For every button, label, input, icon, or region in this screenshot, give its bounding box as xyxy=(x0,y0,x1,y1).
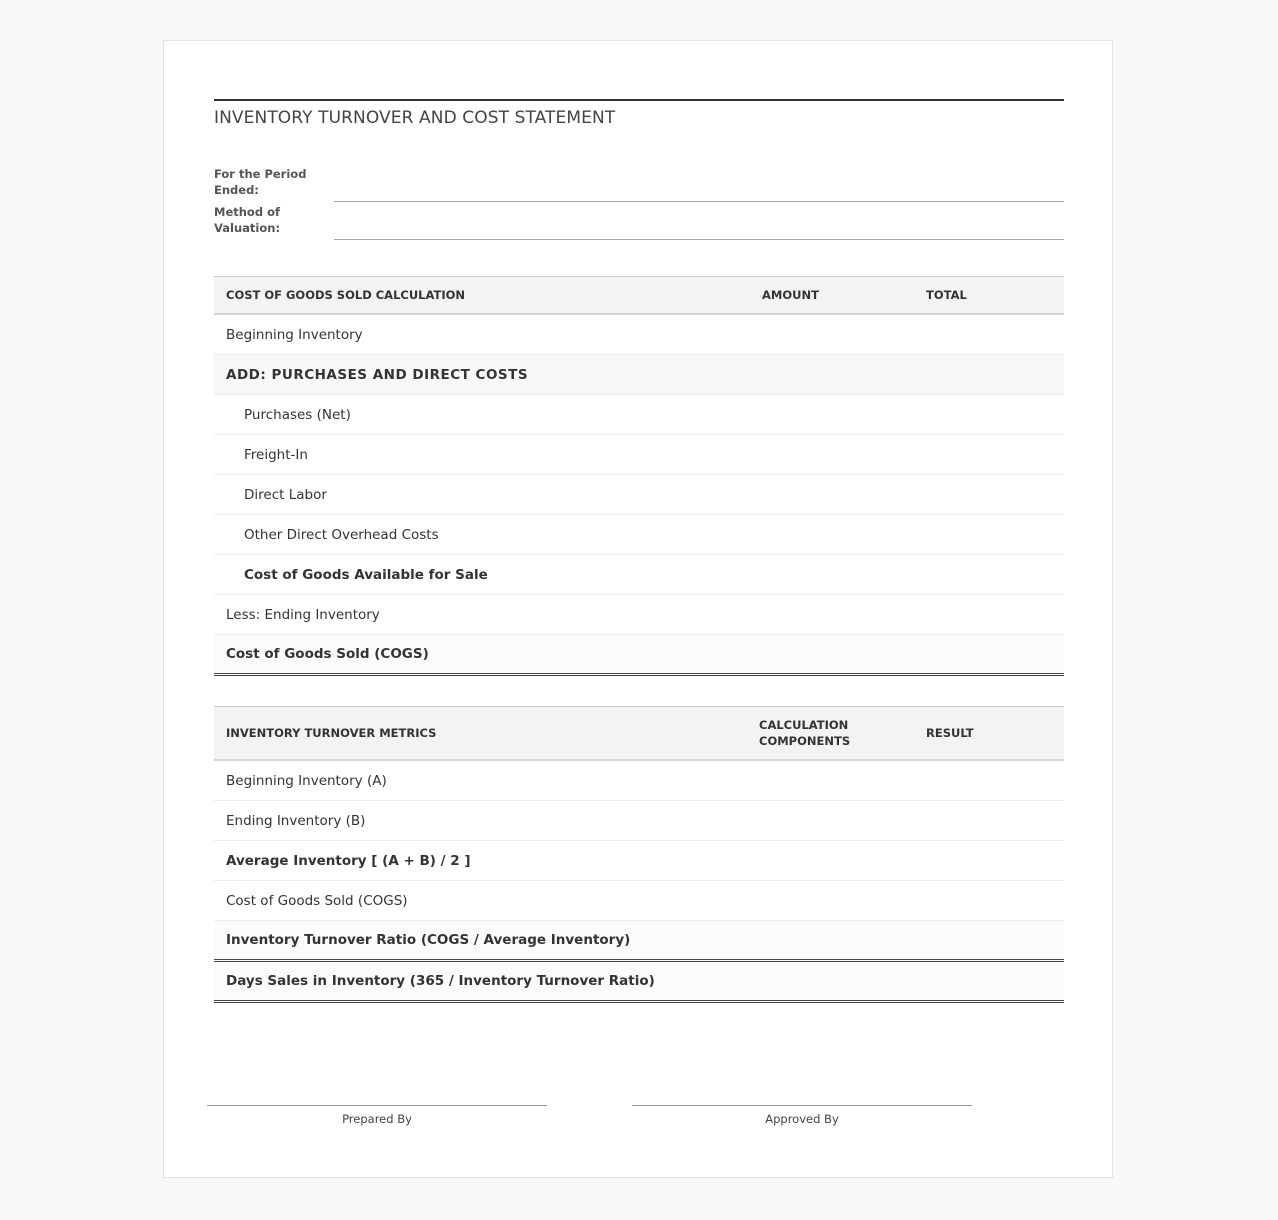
total-cell[interactable] xyxy=(914,475,1064,515)
total-cell[interactable] xyxy=(914,635,1064,675)
amount-cell[interactable] xyxy=(750,435,914,475)
row-label: Freight-In xyxy=(214,435,750,475)
total-cell[interactable] xyxy=(914,515,1064,555)
total-cell xyxy=(914,355,1064,395)
table-row xyxy=(214,881,1064,921)
table-row xyxy=(214,435,1064,475)
result-cell[interactable] xyxy=(914,841,1064,881)
document-page xyxy=(163,40,1113,1178)
period-field[interactable] xyxy=(334,200,1064,202)
cogs-table xyxy=(214,276,1064,676)
row-label: Ending Inventory (B) xyxy=(214,801,750,841)
total-row xyxy=(214,921,1064,961)
amount-cell[interactable] xyxy=(750,395,914,435)
period-row xyxy=(214,166,1064,198)
components-cell[interactable] xyxy=(750,921,914,961)
amount-cell[interactable] xyxy=(750,555,914,595)
amount-cell[interactable] xyxy=(750,314,914,355)
row-label: Days Sales in Inventory (365 / Inventory Turnover Ratio) xyxy=(214,961,750,1002)
valuation-label: Method of Valuation: xyxy=(214,205,281,235)
components-cell[interactable] xyxy=(750,841,914,881)
total-cell[interactable] xyxy=(914,595,1064,635)
amount-cell[interactable] xyxy=(750,515,914,555)
components-cell[interactable] xyxy=(750,961,914,1002)
total-cell[interactable] xyxy=(914,435,1064,475)
row-label: Cost of Goods Sold (COGS) xyxy=(214,635,750,675)
turnover-header-result: RESULT xyxy=(914,707,1064,761)
result-cell[interactable] xyxy=(914,921,1064,961)
prepared-by-line[interactable] xyxy=(207,1105,547,1106)
period-label: For the Period Ended: xyxy=(214,167,307,197)
total-row xyxy=(214,635,1064,675)
cogs-header-total: TOTAL xyxy=(914,277,1064,315)
total-cell[interactable] xyxy=(914,395,1064,435)
amount-cell[interactable] xyxy=(750,475,914,515)
turnover-header-metrics: INVENTORY TURNOVER METRICS xyxy=(214,707,750,761)
row-label: Beginning Inventory (A) xyxy=(214,760,750,801)
row-label: Inventory Turnover Ratio (COGS / Average Inventory) xyxy=(214,921,750,961)
cogs-header-row xyxy=(214,277,1064,315)
table-row xyxy=(214,760,1064,801)
row-label: Less: Ending Inventory xyxy=(214,595,750,635)
table-row xyxy=(214,314,1064,355)
section-row xyxy=(214,355,1064,395)
amount-cell[interactable] xyxy=(750,635,914,675)
approved-by-line[interactable] xyxy=(632,1105,972,1106)
total-cell[interactable] xyxy=(914,314,1064,355)
cogs-header-calculation: COST OF GOODS SOLD CALCULATION xyxy=(214,277,750,315)
components-cell[interactable] xyxy=(750,760,914,801)
row-label: Cost of Goods Sold (COGS) xyxy=(214,881,750,921)
result-cell[interactable] xyxy=(914,881,1064,921)
row-label: Purchases (Net) xyxy=(214,395,750,435)
row-label: Beginning Inventory xyxy=(214,314,750,355)
cogs-header-amount: AMOUNT xyxy=(750,277,914,315)
document-content xyxy=(214,99,1064,1003)
total-cell[interactable] xyxy=(914,555,1064,595)
table-row xyxy=(214,595,1064,635)
prepared-by-signature xyxy=(207,1105,547,1126)
row-label: Other Direct Overhead Costs xyxy=(214,515,750,555)
result-cell[interactable] xyxy=(914,961,1064,1002)
table-row xyxy=(214,801,1064,841)
result-cell[interactable] xyxy=(914,760,1064,801)
row-label: Average Inventory [ (A + B) / 2 ] xyxy=(214,841,750,881)
page-title: INVENTORY TURNOVER AND COST STATEMENT xyxy=(214,99,1064,128)
amount-cell[interactable] xyxy=(750,595,914,635)
total-row xyxy=(214,961,1064,1002)
section-label: ADD: PURCHASES AND DIRECT COSTS xyxy=(214,355,750,395)
valuation-row xyxy=(214,204,1064,236)
table-row xyxy=(214,475,1064,515)
turnover-table xyxy=(214,706,1064,1003)
turnover-header-row xyxy=(214,707,1064,761)
approved-by-label: Approved By xyxy=(765,1112,839,1126)
row-label: Cost of Goods Available for Sale xyxy=(214,555,750,595)
table-row xyxy=(214,515,1064,555)
valuation-field[interactable] xyxy=(334,238,1064,240)
result-cell[interactable] xyxy=(914,801,1064,841)
components-cell[interactable] xyxy=(750,801,914,841)
row-label: Direct Labor xyxy=(214,475,750,515)
components-cell[interactable] xyxy=(750,881,914,921)
statement-meta xyxy=(214,166,1064,236)
approved-by-signature xyxy=(632,1105,972,1126)
amount-cell xyxy=(750,355,914,395)
turnover-header-components: CALCULATION COMPONENTS xyxy=(750,707,914,761)
table-row xyxy=(214,395,1064,435)
subtotal-row xyxy=(214,555,1064,595)
prepared-by-label: Prepared By xyxy=(342,1112,412,1126)
table-row xyxy=(214,841,1064,881)
